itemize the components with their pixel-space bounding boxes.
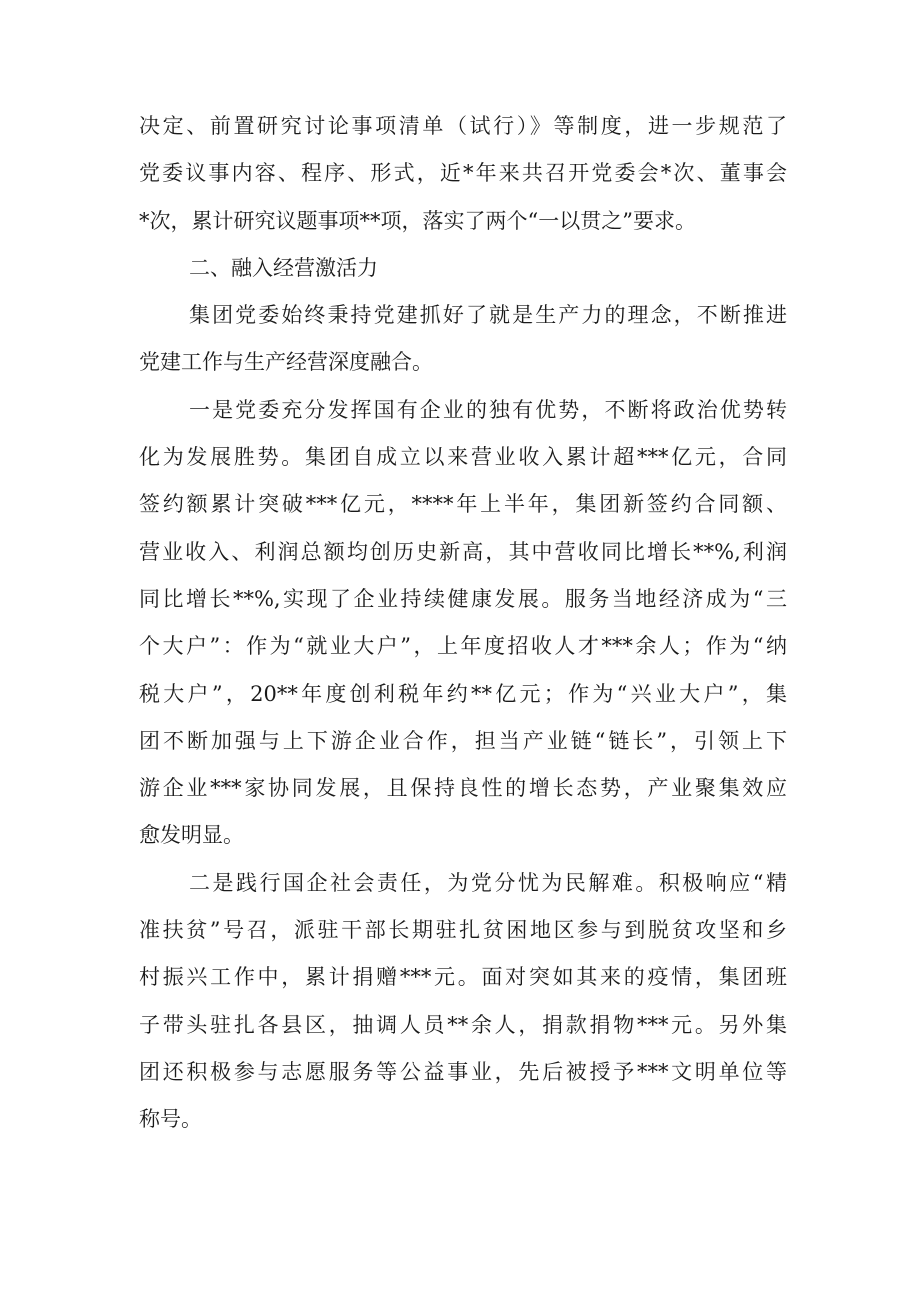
- text-line: 团不断加强与上下游企业合作，担当产业链“链长”，引领上下: [139, 728, 787, 753]
- text-line: 同比增长**%,实现了企业持续健康发展。服务当地经济成为“三: [139, 586, 787, 611]
- text-line: 游企业***家协同发展，且保持良性的增长态势，产业聚集效应: [139, 776, 787, 801]
- text-line: 化为发展胜势。集团自成立以来营业收入累计超***亿元，合同: [139, 445, 787, 470]
- text-line: 集团党委始终秉持党建抓好了就是生产力的理念，不断推进: [189, 303, 787, 328]
- paragraph-responsibility: [139, 860, 787, 1144]
- text-line: 税大户”，20**年度创利税年约**亿元；作为“兴业大户”，集: [139, 681, 787, 706]
- text-line: 称号。: [139, 1107, 202, 1132]
- text-line: *次，累计研究议题事项**项，落实了两个“一以贯之”要求。: [139, 208, 696, 233]
- paragraph-advantage: [139, 387, 787, 860]
- text-line: 团还积极参与志愿服务等公益事业，先后被授予***文明单位等: [139, 1059, 787, 1084]
- paragraph-intro: [139, 292, 787, 387]
- text-line: 个大户”：作为“就业大户”，上年度招收人才***余人；作为“纳: [139, 634, 787, 659]
- text-line: 党建工作与生产经营深度融合。: [139, 350, 433, 375]
- text-line: 二是践行国企社会责任，为党分忧为民解难。积极响应“精: [189, 870, 787, 895]
- document-body: [139, 103, 787, 1144]
- text-line: 愈发明显。: [139, 823, 244, 848]
- text-line: 子带头驻扎各县区，抽调人员**余人，捐款捐物***元。另外集: [139, 1012, 787, 1037]
- text-line: 签约额累计突破***亿元，****年上半年，集团新签约合同额、: [139, 492, 787, 517]
- paragraph-governance: [139, 103, 787, 245]
- text-line: 营业收入、利润总额均创历史新高，其中营收同比增长**%,利润: [139, 539, 787, 564]
- text-line: 准扶贫”号召，派驻干部长期驻扎贫困地区参与到脱贫攻坚和乡: [139, 918, 787, 943]
- text-line: 决定、前置研究讨论事项清单（试行）》等制度，进一步规范了: [139, 114, 787, 138]
- section-heading: [139, 245, 787, 292]
- heading-text: 二、融入经营激活力: [189, 255, 378, 280]
- text-line: 党委议事内容、程序、形式，近*年来共召开党委会*次、董事会: [139, 161, 787, 186]
- text-line: 一是党委充分发挥国有企业的独有优势，不断将政治优势转: [189, 397, 787, 422]
- text-line: 村振兴工作中，累计捐赠***元。面对突如其来的疫情，集团班: [139, 965, 787, 990]
